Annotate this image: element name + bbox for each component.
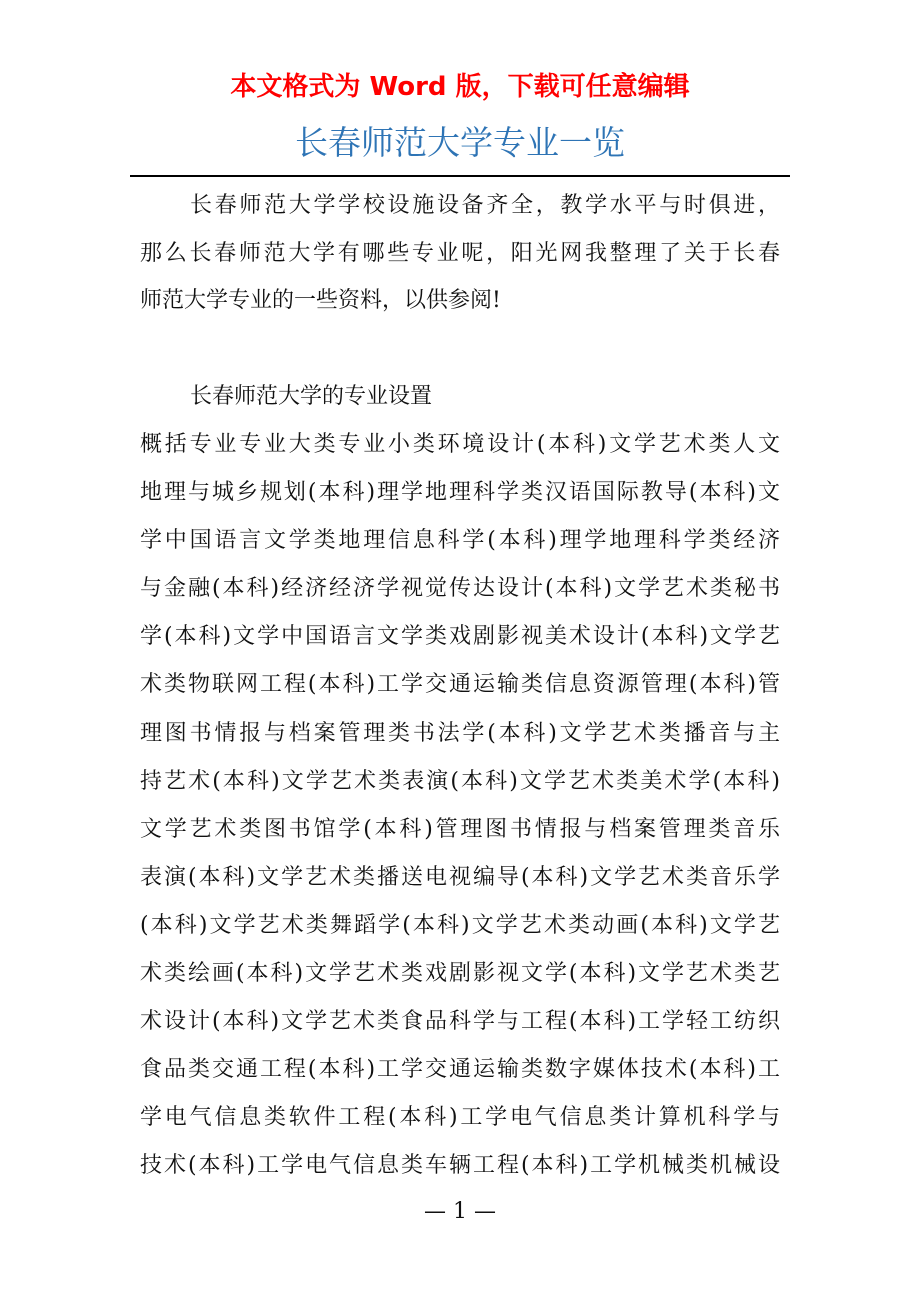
body-line: 学电气信息类软件工程(本科)工学电气信息类计算机科学与 (140, 1105, 780, 1131)
body-line: 术类绘画(本科)文学艺术类戏剧影视文学(本科)文学艺术类艺 (140, 961, 780, 987)
intro-line: 那么长春师范大学有哪些专业呢，阳光网我整理了关于长春 (140, 240, 780, 266)
word-format-banner: 本文格式为 Word 版，下载可任意编辑 (230, 72, 690, 102)
intro-line: 师范大学专业的一些资料，以供参阅! (140, 288, 501, 313)
body-line: 持艺术(本科)文学艺术类表演(本科)文学艺术类美术学(本科) (140, 768, 780, 794)
body-line: 学中国语言文学类地理信息科学(本科)理学地理科学类经济 (140, 528, 780, 554)
body-line: 食品类交通工程(本科)工学交通运输类数字媒体技术(本科)工 (140, 1057, 780, 1083)
body-line: 与金融(本科)经济经济学视觉传达设计(本科)文学艺术类秘书 (140, 576, 780, 602)
intro-paragraph (140, 182, 780, 325)
body-line: (本科)文学艺术类舞蹈学(本科)文学艺术类动画(本科)文学艺 (140, 912, 780, 938)
body-line: 术类物联网工程(本科)工学交通运输类信息资源管理(本科)管 (140, 672, 780, 698)
page-number: — 1 — (424, 1199, 496, 1224)
section-heading-block (140, 373, 780, 421)
body-line: 技术(本科)工学电气信息类车辆工程(本科)工学机械类机械设 (140, 1153, 780, 1179)
intro-line: 长春师范大学学校设施设备齐全，教学水平与时俱进， (190, 193, 780, 218)
body-line: 地理与城乡规划(本科)理学地理科学类汉语国际教导(本科)文 (140, 480, 780, 506)
body-line: 概括专业专业大类专业小类环境设计(本科)文学艺术类人文 (140, 432, 780, 457)
body-line: 学(本科)文学中国语言文学类戏剧影视美术设计(本科)文学艺 (140, 624, 780, 650)
body-line: 术设计(本科)文学艺术类食品科学与工程(本科)工学轻工纺织 (140, 1009, 780, 1035)
section-heading: 长春师范大学的专业设置 (190, 384, 433, 409)
page-title: 长春师范大学专业一览 (295, 123, 625, 162)
title-divider (130, 175, 790, 177)
body-line: 理图书情报与档案管理类书法学(本科)文学艺术类播音与主 (140, 720, 780, 746)
body-line: 表演(本科)文学艺术类播送电视编导(本科)文学艺术类音乐学 (140, 864, 780, 890)
body-line: 文学艺术类图书馆学(本科)管理图书情报与档案管理类音乐 (140, 816, 780, 842)
majors-paragraph (140, 421, 780, 1191)
